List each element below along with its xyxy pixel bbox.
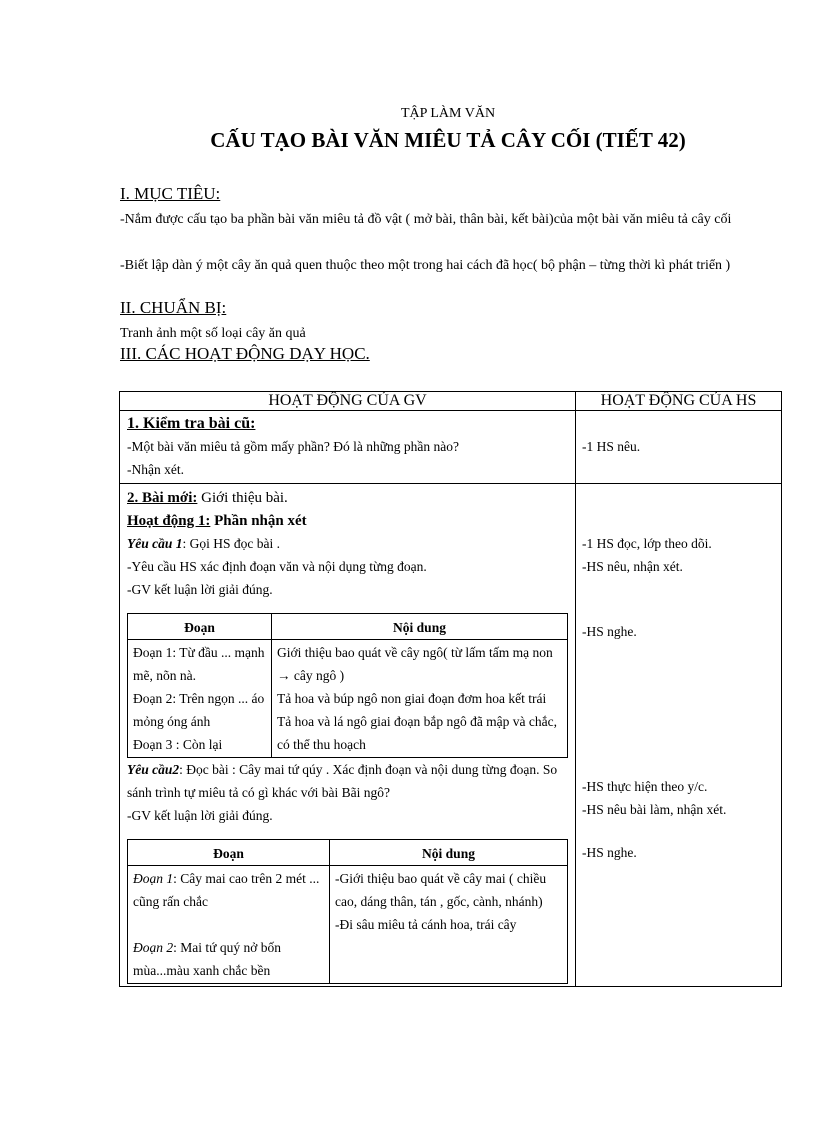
req2-label: Yêu cầu2 <box>127 762 180 777</box>
student-listen-1: -HS nghe. <box>582 624 637 639</box>
student-listen-2: -HS nghe. <box>582 845 637 860</box>
req1-line <box>127 532 569 555</box>
lesson-heading-rest: Giới thiệu bài. <box>197 490 288 506</box>
table-row-review <box>120 411 782 484</box>
corn-para-2: Đoạn 2: Trên ngọn ... áo mỏng óng ánh <box>133 691 265 729</box>
mai-content-2: -Đi sâu miêu tả cánh hoa, trái cây <box>335 917 517 932</box>
corn-para-1: Đoạn 1: Từ đầu ... mạnh mẽ, nõn nà. <box>133 645 265 683</box>
section-heading-objectives: I. MỤC TIÊU: <box>120 184 221 203</box>
objective-line-2: -Biết lập dàn ý một cây ăn quả quen thuộc theo một trong hai cách đã học( bộ phận – từng thời kì phát triển ) <box>120 258 731 273</box>
corn-content-2: Tả hoa và búp ngô non giai đoạn đơm hoa kết trái <box>277 691 547 706</box>
corn-content-cell <box>272 640 568 758</box>
corn-paragraph-cell <box>128 640 272 758</box>
review-heading: 1. Kiểm tra bài cũ: <box>127 415 256 432</box>
mai-header-content: Nội dung <box>330 840 568 866</box>
corn-para-3: Đoạn 3 : Còn lại <box>133 737 223 752</box>
header-student: HOẠT ĐỘNG CỦA HS <box>576 392 782 411</box>
page-title: CẤU TẠO BÀI VĂN MIÊU TẢ CÂY CỐI (TIẾT 42) <box>210 128 686 152</box>
lesson-heading-line <box>127 486 569 510</box>
subject-label: TẬP LÀM VĂN <box>400 106 496 121</box>
req1-label: Yêu cầu 1 <box>127 536 183 551</box>
activities-table <box>119 391 782 987</box>
student-state: -HS nêu, nhận xét. <box>582 559 683 574</box>
corn-content-3: Tả hoa và lá ngô giai đoạn bắp ngô đã mập và chắc, có thể thu hoạch <box>277 714 558 752</box>
mai-table-header <box>128 840 568 866</box>
header-teacher: HOẠT ĐỘNG CỦA GV <box>120 392 576 411</box>
corn-content-1: Giới thiệu bao quát về cây ngô( từ lấm tấm mạ non → cây ngô ) <box>277 645 553 683</box>
req2-rest: : Đọc bài : Cây mai tứ qúy . Xác định đoạn và nội dung từng đoạn. So sánh trình tự miêu tả có gì khác với bài Bãi ngô? <box>127 762 558 800</box>
corn-table-header <box>128 614 568 640</box>
mai-para-2-rest: : Mai tứ quý nở bốn mùa...màu xanh chắc bền <box>133 940 281 978</box>
student-read: -1 HS đọc, lớp theo dõi. <box>582 536 712 551</box>
teacher-lesson-cell <box>120 484 576 987</box>
req1-line-3: -GV kết luận lời giải đúng. <box>127 582 273 597</box>
mai-content-1: -Giới thiệu bao quát về cây mai ( chiều cao, dáng thân, tán , gốc, cành, nhánh) <box>335 871 547 909</box>
objective-line-1: -Nắm được cấu tạo ba phần bài văn miêu tả đồ vật ( mở bài, thân bài, kết bài)của một bài văn miêu tả cây cối <box>120 212 732 227</box>
student-present: -HS nêu bài làm, nhận xét. <box>582 802 727 817</box>
mai-para-2 <box>133 936 324 982</box>
corn-header-content: Nội dung <box>272 614 568 640</box>
corn-header-paragraph: Đoạn <box>128 614 272 640</box>
student-follow: -HS thực hiện theo y/c. <box>582 779 708 794</box>
table-header-row <box>120 392 782 411</box>
corn-paragraph-table <box>127 613 568 758</box>
req2-line-2: -GV kết luận lời giải đúng. <box>127 808 273 823</box>
table-row-new-lesson <box>120 484 782 987</box>
activity1-line <box>127 510 569 532</box>
mai-para-2-label: Đoạn 2 <box>133 940 174 955</box>
corn-table-row <box>128 640 568 758</box>
req2-line <box>127 758 569 804</box>
student-lesson-cell <box>576 484 782 987</box>
mai-paragraph-cell <box>128 866 330 984</box>
student-review-cell <box>576 411 782 484</box>
student-review-text: -1 HS nêu. <box>582 439 641 454</box>
mai-table-row <box>128 866 568 984</box>
mai-para-1-label: Đoạn 1 <box>133 871 174 886</box>
mai-content-cell <box>330 866 568 984</box>
activity1-rest: Phần nhận xét <box>210 513 307 529</box>
teacher-review-cell <box>120 411 576 484</box>
req1-rest: : Gọi HS đọc bài . <box>182 536 280 551</box>
req1-line-2: -Yêu cầu HS xác định đoạn văn và nội dụng từng đoạn. <box>127 559 427 574</box>
preparation-text: Tranh ảnh một số loại cây ăn quả <box>120 326 306 341</box>
review-question: -Một bài văn miêu tả gồm mấy phần? Đó là những phần nào? <box>127 439 459 454</box>
section-heading-preparation: II. CHUẨN BỊ: <box>120 298 227 317</box>
mai-para-1-rest: : Cây mai cao trên 2 mét ... cũng rấn chắc <box>133 871 320 909</box>
activity1-label: Hoạt động 1: <box>127 513 211 529</box>
review-comment: -Nhận xét. <box>127 462 184 477</box>
section-heading-activities: III. CÁC HOẠT ĐỘNG DẠY HỌC. <box>120 344 370 363</box>
mai-header-paragraph: Đoạn <box>128 840 330 866</box>
lesson-heading: 2. Bài mới: <box>127 490 198 506</box>
mai-para-1 <box>133 867 324 913</box>
mai-paragraph-table <box>127 839 568 984</box>
